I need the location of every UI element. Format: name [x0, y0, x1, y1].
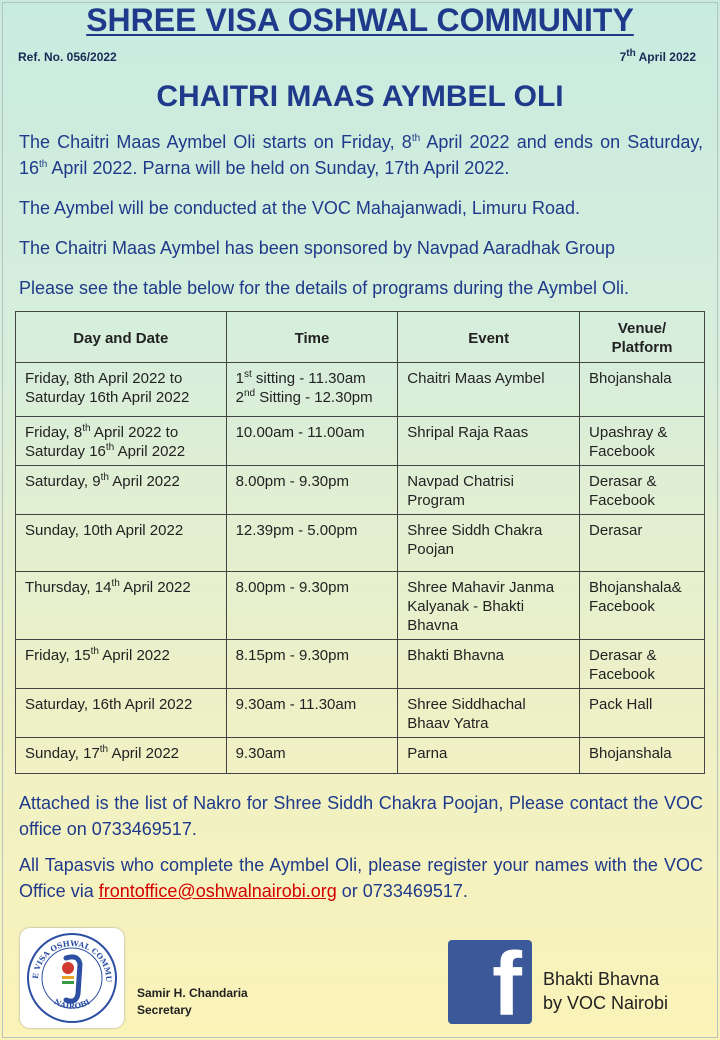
- cell-day: Friday, 8th April 2022 to Saturday 16th April 2022: [16, 417, 227, 466]
- cell-venue: Derasar & Facebook: [580, 466, 705, 515]
- cell-venue: Derasar & Facebook: [580, 640, 705, 689]
- cell-day: Friday, 15th April 2022: [16, 640, 227, 689]
- letter-date: 7th April 2022: [619, 48, 696, 64]
- reference-number: Ref. No. 056/2022: [18, 50, 117, 64]
- cell-time: 8.00pm - 9.30pm: [226, 466, 398, 515]
- cell-venue: Upashray & Facebook: [580, 417, 705, 466]
- cell-event: Chaitri Maas Aymbel: [398, 363, 580, 417]
- column-header-event: Event: [398, 312, 580, 363]
- signer-name: Samir H. Chandaria: [137, 986, 248, 1000]
- program-table: [15, 311, 705, 774]
- table-header-row: [16, 312, 705, 363]
- cell-venue: Bhojanshala: [580, 738, 705, 774]
- cell-time: 9.30am - 11.30am: [226, 689, 398, 738]
- column-header-day: Day and Date: [16, 312, 227, 363]
- facebook-icon[interactable]: f: [448, 940, 532, 1024]
- cell-time: 12.39pm - 5.00pm: [226, 515, 398, 572]
- cell-venue: Bhojanshala: [580, 363, 705, 417]
- cell-day: Friday, 8th April 2022 to Saturday 16th April 2022: [16, 363, 227, 417]
- cell-venue: Bhojanshala& Facebook: [580, 572, 705, 640]
- facebook-caption: [543, 967, 668, 1015]
- svg-text:SHREE VISA OSHWAL COMMUNITY: E VISA OSHWAL COMMU: [30, 938, 114, 983]
- cell-day: Sunday, 17th April 2022: [16, 738, 227, 774]
- cell-day: Saturday, 16th April 2022: [16, 689, 227, 738]
- table-row: [16, 738, 705, 774]
- cell-event: Shree Siddh Chakra Poojan: [398, 515, 580, 572]
- table-row: [16, 417, 705, 466]
- community-seal-icon: [20, 928, 124, 1028]
- page-title: CHAITRI MAAS AYMBEL OLI: [156, 80, 564, 113]
- cell-venue: Pack Hall: [580, 689, 705, 738]
- cell-day: Sunday, 10th April 2022: [16, 515, 227, 572]
- column-header-venue: Venue/ Platform: [580, 312, 705, 363]
- intro-paragraph-sponsor: The Chaitri Maas Aymbel has been sponsored by Navpad Aaradhak Group: [19, 238, 616, 258]
- cell-event: Navpad Chatrisi Program: [398, 466, 580, 515]
- table-row: [16, 466, 705, 515]
- cell-venue: Derasar: [580, 515, 705, 572]
- intro-paragraph-table-note: Please see the table below for the details of programs during the Aymbel Oli.: [19, 278, 630, 298]
- community-logo: [20, 928, 124, 1028]
- table-row: [16, 640, 705, 689]
- cell-time: 8.00pm - 9.30pm: [226, 572, 398, 640]
- cell-event: Shree Siddhachal Bhaav Yatra: [398, 689, 580, 738]
- cell-event: Shripal Raja Raas: [398, 417, 580, 466]
- cell-event: Bhakti Bhavna: [398, 640, 580, 689]
- cell-event: Shree Mahavir Janma Kalyanak - Bhakti Bhavna: [398, 572, 580, 640]
- cell-day: Saturday, 9th April 2022: [16, 466, 227, 515]
- facebook-caption-line2: by VOC Nairobi: [543, 993, 669, 1013]
- table-row: [16, 572, 705, 640]
- cell-day: Thursday, 14th April 2022: [16, 572, 227, 640]
- table-row: [16, 363, 705, 417]
- table-row: [16, 515, 705, 572]
- cell-time: 1st sitting - 11.30am 2nd Sitting - 12.30pm: [226, 363, 398, 417]
- column-header-time: Time: [226, 312, 398, 363]
- cell-time: 8.15pm - 9.30pm: [226, 640, 398, 689]
- footer-paragraph-nakro: Attached is the list of Nakro for Shree Siddh Chakra Poojan, Please contact the VOC office on 0733469517.: [19, 793, 703, 839]
- cell-event: Parna: [398, 738, 580, 774]
- email-link[interactable]: frontoffice@oshwalnairobi.org: [98, 881, 337, 901]
- cell-time: 10.00am - 11.00am: [226, 417, 398, 466]
- footer-paragraph-register: All Tapasvis who complete the Aymbel Oli, please register your names with the VOC Office via frontoffice@oshwalnairobi.org or 0733469517.: [19, 855, 703, 901]
- intro-paragraph-dates: The Chaitri Maas Aymbel Oli starts on Friday, 8th April 2022 and ends on Saturday, 16th April 2022. Parna will be held on Sunday, 17th April 2022.: [19, 132, 704, 178]
- signature-block: [137, 985, 248, 1019]
- table-row: [16, 689, 705, 738]
- org-title: SHREE VISA OSHWAL COMMUNITY: [86, 2, 634, 38]
- intro-paragraph-venue: The Aymbel will be conducted at the VOC Mahajanwadi, Limuru Road.: [19, 198, 580, 218]
- signer-role: Secretary: [137, 1003, 192, 1017]
- facebook-caption-line1: Bhakti Bhavna: [543, 969, 660, 989]
- svg-text:NAIROBI: NAIROBI: [52, 997, 92, 1011]
- cell-time: 9.30am: [226, 738, 398, 774]
